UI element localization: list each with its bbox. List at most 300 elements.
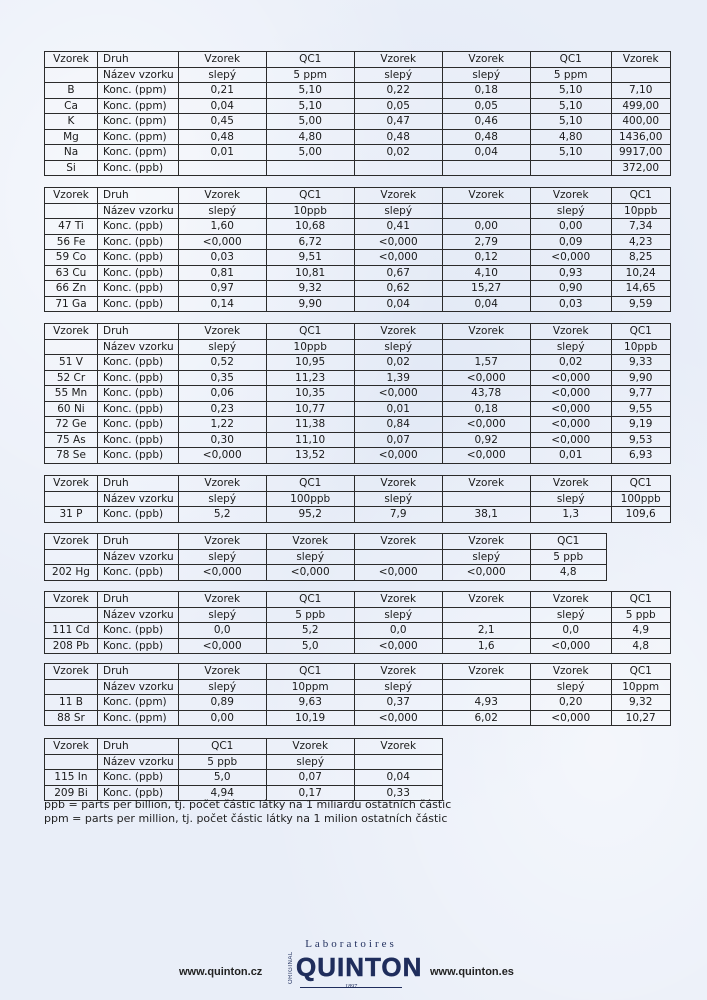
value-cell: 5,10 bbox=[530, 145, 611, 161]
value-cell: 9,51 bbox=[266, 250, 354, 266]
header-cell: QC1 bbox=[266, 188, 354, 204]
footer bbox=[0, 938, 707, 998]
value-cell: 10ppb bbox=[611, 203, 670, 219]
header-cell: Vzorek bbox=[530, 664, 611, 680]
header-cell: QC1 bbox=[530, 534, 606, 550]
value-cell: 7,34 bbox=[611, 219, 670, 235]
element-cell: 59 Co bbox=[45, 250, 98, 266]
value-cell: <0,000 bbox=[530, 386, 611, 402]
type-cell: Konc. (ppm) bbox=[98, 129, 179, 145]
value-cell: 4,80 bbox=[530, 129, 611, 145]
value-cell: 11,38 bbox=[266, 417, 354, 433]
type-cell: Konc. (ppb) bbox=[98, 785, 179, 801]
value-cell: <0,000 bbox=[354, 448, 442, 464]
value-cell: <0,000 bbox=[442, 370, 530, 386]
table-header-row bbox=[45, 739, 443, 755]
element-cell: 111 Cd bbox=[45, 623, 98, 639]
value-cell: 95,2 bbox=[266, 507, 354, 523]
value-cell: 0,37 bbox=[354, 695, 442, 711]
table-row bbox=[45, 129, 671, 145]
value-cell: 10ppb bbox=[266, 339, 354, 355]
type-cell: Název vzorku bbox=[98, 67, 179, 83]
header-cell: Vzorek bbox=[354, 476, 442, 492]
element-cell bbox=[45, 491, 98, 507]
results-table-1 bbox=[44, 51, 671, 176]
value-cell: slepý bbox=[354, 339, 442, 355]
value-cell: <0,000 bbox=[178, 448, 266, 464]
value-cell: 9917,00 bbox=[611, 145, 670, 161]
header-cell: Vzorek bbox=[266, 534, 354, 550]
header-cell: Vzorek bbox=[354, 739, 442, 755]
value-cell: 100ppb bbox=[266, 491, 354, 507]
value-cell: 0,01 bbox=[354, 401, 442, 417]
value-cell bbox=[442, 491, 530, 507]
type-cell: Konc. (ppb) bbox=[98, 623, 179, 639]
type-cell: Konc. (ppb) bbox=[98, 296, 179, 312]
value-cell: 400,00 bbox=[611, 114, 670, 130]
value-cell: 0,04 bbox=[442, 296, 530, 312]
value-cell: 1,57 bbox=[442, 355, 530, 371]
table-row bbox=[45, 160, 671, 176]
header-cell: Vzorek bbox=[354, 592, 442, 608]
header-cell: Vzorek bbox=[45, 534, 98, 550]
results-table-8 bbox=[44, 738, 443, 801]
type-cell: Konc. (ppm) bbox=[98, 145, 179, 161]
value-cell bbox=[530, 160, 611, 176]
header-cell: QC1 bbox=[266, 324, 354, 340]
value-cell bbox=[442, 203, 530, 219]
value-cell: <0,000 bbox=[530, 250, 611, 266]
value-cell bbox=[442, 607, 530, 623]
note-ppb: ppb = parts per billion, tj. počet částic látky na 1 miliardu ostatních částic bbox=[44, 798, 452, 811]
results-table-3 bbox=[44, 323, 671, 464]
value-cell: <0,000 bbox=[354, 386, 442, 402]
value-cell: 10,24 bbox=[611, 265, 670, 281]
value-cell: 5,10 bbox=[530, 98, 611, 114]
header-cell: Druh bbox=[98, 592, 179, 608]
header-cell: Vzorek bbox=[45, 739, 98, 755]
header-cell: Druh bbox=[98, 52, 179, 68]
value-cell: 7,9 bbox=[354, 507, 442, 523]
value-cell bbox=[178, 160, 266, 176]
header-cell: Vzorek bbox=[442, 188, 530, 204]
value-cell: <0,000 bbox=[354, 234, 442, 250]
value-cell: 0,84 bbox=[354, 417, 442, 433]
table-row bbox=[45, 417, 671, 433]
value-cell: <0,000 bbox=[530, 432, 611, 448]
header-cell: Vzorek bbox=[530, 476, 611, 492]
element-cell: 31 P bbox=[45, 507, 98, 523]
value-cell: 0,33 bbox=[354, 785, 442, 801]
value-cell: 0,48 bbox=[354, 129, 442, 145]
value-cell: 0,04 bbox=[178, 98, 266, 114]
value-cell: 0,02 bbox=[354, 145, 442, 161]
value-cell: 0,02 bbox=[530, 355, 611, 371]
value-cell: 2,1 bbox=[442, 623, 530, 639]
value-cell: 0,14 bbox=[178, 296, 266, 312]
type-cell: Konc. (ppb) bbox=[98, 234, 179, 250]
element-cell: Na bbox=[45, 145, 98, 161]
value-cell: 5,10 bbox=[266, 98, 354, 114]
header-cell: Vzorek bbox=[442, 534, 530, 550]
value-cell: 0,30 bbox=[178, 432, 266, 448]
value-cell: 6,02 bbox=[442, 710, 530, 726]
value-cell: 10ppm bbox=[266, 679, 354, 695]
results-table-5 bbox=[44, 533, 607, 581]
value-cell: 0,02 bbox=[354, 355, 442, 371]
value-cell: 5 ppm bbox=[530, 67, 611, 83]
value-cell: 100ppb bbox=[611, 491, 670, 507]
value-cell: 0,67 bbox=[354, 265, 442, 281]
value-cell: 6,93 bbox=[611, 448, 670, 464]
table-row bbox=[45, 565, 607, 581]
value-cell: 0,12 bbox=[442, 250, 530, 266]
element-cell bbox=[45, 549, 98, 565]
table-header-row bbox=[45, 592, 671, 608]
type-cell: Název vzorku bbox=[98, 339, 179, 355]
element-cell: 75 As bbox=[45, 432, 98, 448]
value-cell: 5,0 bbox=[266, 638, 354, 654]
table-row bbox=[45, 695, 671, 711]
value-cell: slepý bbox=[178, 607, 266, 623]
type-cell: Konc. (ppm) bbox=[98, 710, 179, 726]
value-cell: 0,04 bbox=[354, 296, 442, 312]
value-cell: 0,00 bbox=[442, 219, 530, 235]
table-row bbox=[45, 638, 671, 654]
value-cell bbox=[442, 160, 530, 176]
type-cell: Konc. (ppb) bbox=[98, 770, 179, 786]
value-cell: slepý bbox=[354, 607, 442, 623]
type-cell: Konc. (ppb) bbox=[98, 281, 179, 297]
value-cell: 0,0 bbox=[178, 623, 266, 639]
value-cell: 10,95 bbox=[266, 355, 354, 371]
value-cell: 10,81 bbox=[266, 265, 354, 281]
element-cell: 72 Ge bbox=[45, 417, 98, 433]
header-cell: QC1 bbox=[266, 592, 354, 608]
element-cell: Ca bbox=[45, 98, 98, 114]
type-cell: Konc. (ppb) bbox=[98, 386, 179, 402]
type-cell: Konc. (ppb) bbox=[98, 355, 179, 371]
value-cell: slepý bbox=[354, 679, 442, 695]
value-cell: 4,94 bbox=[178, 785, 266, 801]
value-cell: 9,59 bbox=[611, 296, 670, 312]
value-cell: slepý bbox=[178, 679, 266, 695]
results-table-7 bbox=[44, 663, 671, 726]
type-cell: Název vzorku bbox=[98, 607, 179, 623]
value-cell: 10ppm bbox=[611, 679, 670, 695]
value-cell: 9,63 bbox=[266, 695, 354, 711]
table-row bbox=[45, 250, 671, 266]
header-cell: Vzorek bbox=[45, 664, 98, 680]
value-cell bbox=[611, 67, 670, 83]
type-cell: Název vzorku bbox=[98, 754, 179, 770]
value-cell: slepý bbox=[178, 491, 266, 507]
value-cell: 2,79 bbox=[442, 234, 530, 250]
header-cell: Vzorek bbox=[442, 476, 530, 492]
value-cell: 1,39 bbox=[354, 370, 442, 386]
table-row bbox=[45, 770, 443, 786]
value-cell: 10ppb bbox=[611, 339, 670, 355]
value-cell: <0,000 bbox=[266, 565, 354, 581]
value-cell: <0,000 bbox=[530, 370, 611, 386]
value-cell: 11,23 bbox=[266, 370, 354, 386]
value-cell: 7,10 bbox=[611, 83, 670, 99]
value-cell: 5 ppb bbox=[611, 607, 670, 623]
value-cell: 0,05 bbox=[354, 98, 442, 114]
value-cell: <0,000 bbox=[178, 234, 266, 250]
value-cell: <0,000 bbox=[354, 710, 442, 726]
value-cell: 9,53 bbox=[611, 432, 670, 448]
value-cell: slepý bbox=[178, 67, 266, 83]
header-cell: QC1 bbox=[178, 739, 266, 755]
value-cell: 9,19 bbox=[611, 417, 670, 433]
element-cell: B bbox=[45, 83, 98, 99]
value-cell: 5,00 bbox=[266, 114, 354, 130]
table-subheader-row bbox=[45, 491, 671, 507]
value-cell: 0,09 bbox=[530, 234, 611, 250]
value-cell: slepý bbox=[178, 549, 266, 565]
table-header-row bbox=[45, 476, 671, 492]
value-cell: 499,00 bbox=[611, 98, 670, 114]
value-cell: 5,2 bbox=[266, 623, 354, 639]
logo-year: 1897 bbox=[345, 984, 357, 990]
table-row bbox=[45, 432, 671, 448]
logo-quinton: QUINTON bbox=[296, 952, 423, 982]
value-cell: 109,6 bbox=[611, 507, 670, 523]
value-cell: 4,93 bbox=[442, 695, 530, 711]
value-cell: slepý bbox=[178, 203, 266, 219]
url-es-link[interactable]: www.quinton.es bbox=[430, 966, 514, 978]
header-cell: Vzorek bbox=[178, 534, 266, 550]
value-cell: 0,06 bbox=[178, 386, 266, 402]
value-cell: 0,03 bbox=[530, 296, 611, 312]
value-cell: 0,62 bbox=[354, 281, 442, 297]
element-cell: Si bbox=[45, 160, 98, 176]
header-cell: Vzorek bbox=[45, 52, 98, 68]
table-header-row bbox=[45, 534, 607, 550]
value-cell: 0,04 bbox=[442, 145, 530, 161]
value-cell: 0,81 bbox=[178, 265, 266, 281]
value-cell: 38,1 bbox=[442, 507, 530, 523]
header-cell: Vzorek bbox=[266, 739, 354, 755]
element-cell: 56 Fe bbox=[45, 234, 98, 250]
header-cell: QC1 bbox=[611, 592, 670, 608]
value-cell: 0,21 bbox=[178, 83, 266, 99]
type-cell: Konc. (ppb) bbox=[98, 370, 179, 386]
value-cell: 0,04 bbox=[354, 770, 442, 786]
table-row bbox=[45, 83, 671, 99]
value-cell: 5 ppb bbox=[266, 607, 354, 623]
type-cell: Konc. (ppb) bbox=[98, 250, 179, 266]
value-cell: slepý bbox=[442, 549, 530, 565]
value-cell: 15,27 bbox=[442, 281, 530, 297]
element-cell: 63 Cu bbox=[45, 265, 98, 281]
element-cell bbox=[45, 607, 98, 623]
value-cell: 5,10 bbox=[530, 83, 611, 99]
value-cell: slepý bbox=[266, 754, 354, 770]
header-cell: Vzorek bbox=[442, 592, 530, 608]
value-cell: 0,45 bbox=[178, 114, 266, 130]
table-row bbox=[45, 355, 671, 371]
element-cell: 66 Zn bbox=[45, 281, 98, 297]
value-cell: 5 ppb bbox=[530, 549, 606, 565]
logo-original: ORIGINAL bbox=[288, 951, 294, 984]
type-cell: Konc. (ppb) bbox=[98, 219, 179, 235]
value-cell: slepý bbox=[178, 339, 266, 355]
table-subheader-row bbox=[45, 67, 671, 83]
value-cell: <0,000 bbox=[442, 417, 530, 433]
element-cell: Mg bbox=[45, 129, 98, 145]
table-subheader-row bbox=[45, 679, 671, 695]
note-ppm: ppm = parts per million, tj. počet částic látky na 1 milion ostatních částic bbox=[44, 812, 448, 825]
value-cell: 0,92 bbox=[442, 432, 530, 448]
value-cell: 0,07 bbox=[354, 432, 442, 448]
type-cell: Název vzorku bbox=[98, 679, 179, 695]
value-cell: 0,90 bbox=[530, 281, 611, 297]
value-cell: 10ppb bbox=[266, 203, 354, 219]
value-cell: <0,000 bbox=[530, 401, 611, 417]
type-cell: Název vzorku bbox=[98, 549, 179, 565]
value-cell bbox=[442, 679, 530, 695]
header-cell: QC1 bbox=[611, 188, 670, 204]
table-row bbox=[45, 98, 671, 114]
header-cell: Vzorek bbox=[442, 664, 530, 680]
value-cell: 4,8 bbox=[611, 638, 670, 654]
table-row bbox=[45, 265, 671, 281]
header-cell: Vzorek bbox=[45, 592, 98, 608]
table-header-row bbox=[45, 664, 671, 680]
element-cell: 60 Ni bbox=[45, 401, 98, 417]
table-header-row bbox=[45, 188, 671, 204]
header-cell: QC1 bbox=[266, 52, 354, 68]
type-cell: Konc. (ppb) bbox=[98, 401, 179, 417]
value-cell: 14,65 bbox=[611, 281, 670, 297]
value-cell: 0,03 bbox=[178, 250, 266, 266]
value-cell: 4,8 bbox=[530, 565, 606, 581]
type-cell: Konc. (ppb) bbox=[98, 507, 179, 523]
value-cell: 6,72 bbox=[266, 234, 354, 250]
table-row bbox=[45, 296, 671, 312]
header-cell: Vzorek bbox=[354, 664, 442, 680]
value-cell: 9,55 bbox=[611, 401, 670, 417]
type-cell: Konc. (ppm) bbox=[98, 98, 179, 114]
value-cell: 0,35 bbox=[178, 370, 266, 386]
table-row bbox=[45, 114, 671, 130]
quinton-logo bbox=[286, 938, 423, 996]
element-cell bbox=[45, 679, 98, 695]
value-cell: 0,93 bbox=[530, 265, 611, 281]
value-cell: 0,17 bbox=[266, 785, 354, 801]
value-cell: slepý bbox=[530, 607, 611, 623]
element-cell: 208 Pb bbox=[45, 638, 98, 654]
value-cell: slepý bbox=[354, 67, 442, 83]
element-cell bbox=[45, 339, 98, 355]
table-row bbox=[45, 145, 671, 161]
type-cell: Konc. (ppb) bbox=[98, 638, 179, 654]
value-cell: 4,23 bbox=[611, 234, 670, 250]
header-cell: Vzorek bbox=[178, 188, 266, 204]
value-cell: 5,2 bbox=[178, 507, 266, 523]
value-cell: 0,48 bbox=[178, 129, 266, 145]
type-cell: Název vzorku bbox=[98, 203, 179, 219]
value-cell: <0,000 bbox=[178, 638, 266, 654]
value-cell: 0,89 bbox=[178, 695, 266, 711]
value-cell: 8,25 bbox=[611, 250, 670, 266]
value-cell: 0,20 bbox=[530, 695, 611, 711]
value-cell: <0,000 bbox=[354, 565, 442, 581]
table-row bbox=[45, 448, 671, 464]
header-cell: Vzorek bbox=[611, 52, 670, 68]
type-cell: Konc. (ppb) bbox=[98, 448, 179, 464]
url-cz-link[interactable]: www.quinton.cz bbox=[179, 966, 263, 978]
header-cell: Druh bbox=[98, 188, 179, 204]
value-cell: slepý bbox=[530, 679, 611, 695]
value-cell: <0,000 bbox=[530, 417, 611, 433]
value-cell: slepý bbox=[266, 549, 354, 565]
header-cell: Druh bbox=[98, 476, 179, 492]
value-cell: 0,48 bbox=[442, 129, 530, 145]
header-cell: QC1 bbox=[611, 324, 670, 340]
table-row bbox=[45, 281, 671, 297]
value-cell bbox=[442, 339, 530, 355]
header-cell: Vzorek bbox=[178, 52, 266, 68]
element-cell: K bbox=[45, 114, 98, 130]
value-cell: 5,0 bbox=[178, 770, 266, 786]
header-cell: Vzorek bbox=[178, 324, 266, 340]
table-subheader-row bbox=[45, 549, 607, 565]
value-cell: 10,68 bbox=[266, 219, 354, 235]
header-cell: QC1 bbox=[266, 664, 354, 680]
value-cell: 0,18 bbox=[442, 401, 530, 417]
value-cell: 9,77 bbox=[611, 386, 670, 402]
element-cell bbox=[45, 203, 98, 219]
table-row bbox=[45, 234, 671, 250]
header-cell: Vzorek bbox=[354, 324, 442, 340]
element-cell: 88 Sr bbox=[45, 710, 98, 726]
type-cell: Konc. (ppb) bbox=[98, 265, 179, 281]
value-cell bbox=[354, 754, 442, 770]
value-cell: <0,000 bbox=[442, 565, 530, 581]
value-cell: 0,00 bbox=[530, 219, 611, 235]
value-cell: 11,10 bbox=[266, 432, 354, 448]
value-cell: 0,01 bbox=[178, 145, 266, 161]
header-cell: QC1 bbox=[611, 476, 670, 492]
type-cell: Konc. (ppm) bbox=[98, 83, 179, 99]
type-cell: Konc. (ppm) bbox=[98, 695, 179, 711]
element-cell: 78 Se bbox=[45, 448, 98, 464]
value-cell: 372,00 bbox=[611, 160, 670, 176]
table-row bbox=[45, 386, 671, 402]
header-cell: Vzorek bbox=[530, 592, 611, 608]
value-cell: 10,77 bbox=[266, 401, 354, 417]
value-cell: 5 ppm bbox=[266, 67, 354, 83]
value-cell: 10,19 bbox=[266, 710, 354, 726]
value-cell: 0,01 bbox=[530, 448, 611, 464]
results-table-2 bbox=[44, 187, 671, 312]
value-cell: <0,000 bbox=[530, 710, 611, 726]
value-cell: 1,3 bbox=[530, 507, 611, 523]
header-cell: Vzorek bbox=[354, 188, 442, 204]
value-cell: <0,000 bbox=[178, 565, 266, 581]
value-cell: 0,47 bbox=[354, 114, 442, 130]
value-cell: 0,18 bbox=[442, 83, 530, 99]
value-cell: slepý bbox=[354, 491, 442, 507]
value-cell: <0,000 bbox=[530, 638, 611, 654]
value-cell: 0,23 bbox=[178, 401, 266, 417]
value-cell: 1,60 bbox=[178, 219, 266, 235]
value-cell: 4,10 bbox=[442, 265, 530, 281]
value-cell: 0,52 bbox=[178, 355, 266, 371]
